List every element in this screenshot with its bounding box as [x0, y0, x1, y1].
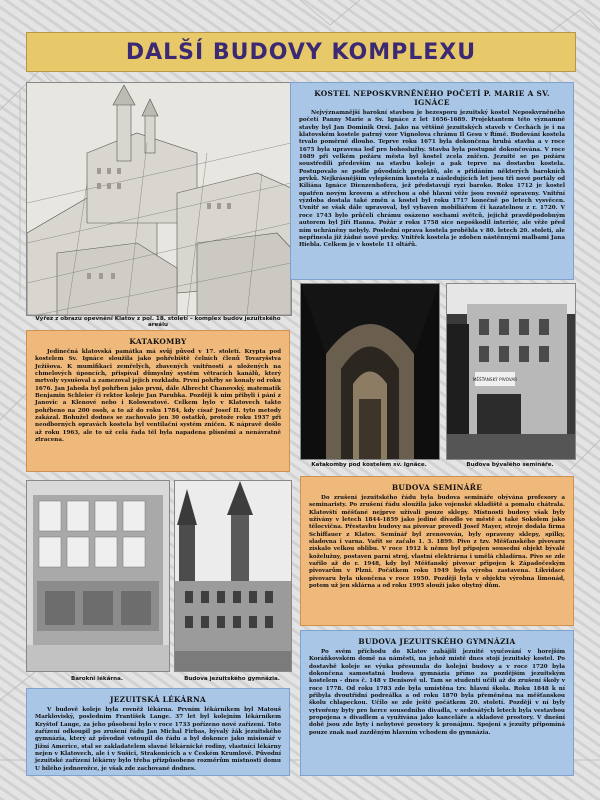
page-title: DALŠÍ BUDOVY KOMPLEXU: [125, 39, 477, 65]
seminary-photo-caption: Budova bývalého semináře.: [466, 462, 554, 468]
pharmacy-photo: [26, 480, 170, 672]
catacombs-photo-caption: Katakomby pod kostelem sv. Ignáce.: [311, 462, 427, 468]
seminary-text: Do zrušení jezuitského řádu byla budova semináře obývána profesory a seminaristy. Po zrušení řádu sloužila jako vojenské skladiště a pomalu chátrala. Klatovští měšťané nejprve užívali pouze sklepy. Místnosti budovy však byly užívány v letech 1844-1859 jako jediné divadlo ve městě a také Sokolem jako tělocvična. Přestavbu budovy na pivovar provedl Josef Mayer, stroje dodala firma Schiffauer z Klatov. Seminář byl zrenovován, byly opraveny sklepy, spilky, sladovna i varna. Vařit se začalo 1. 3. 1899. Pivo z tzv. Měšťanského pivovaru získalo velkou oblibu. V roce 1912 k němu byl připojen sousední objekt bývalé koželužny, postaven parní stroj, vlastní elektrárna i umělá chladírna. Pivo se zde vařilo až do r. 1948, kdy byl Měšťanský pivovar připojen k Západočeským pivovarům v Plzni. Počátkem roku 1949 byla výroba zastavena. Likvidace pivovaru byla ukončena v roce 1950. Později byla v objektu výrobna limonád, potom už jen sklárna a od roku 1995 slouží jako obytný dům.: [309, 495, 565, 590]
title-bar: [26, 32, 576, 72]
panorama-engraving: [26, 82, 292, 316]
seminary-heading: BUDOVA SEMINÁŘE: [391, 483, 483, 492]
panorama-caption: Výřez z obrazu opevnění Klatov z pol. 18. století – komplex budov jezuitského areálu: [35, 316, 281, 328]
church-heading: KOSTEL NEPOSKVRNĚNÉHO POČETÍ P. MARIE A SV. IGNÁCE: [314, 89, 550, 107]
seminary-photo: [446, 283, 576, 460]
catacombs-photo: [300, 283, 440, 460]
pharmacy-text: V budově koleje byla rovněž lékárna. Prvním lékárníkem byl Matouš Markloviský, posledním František Lange. 37 let byl kolejním lékárníkem Kryštof Lange, za jeho působení bylo v roce 1733 pořízeno nové zařízení. Toto zařízení odkoupil po zrušení řádu Jan Michal Firbas, bývalý žák jezuitského gymnázia, který až původně vstoupil do řádu a byl dokonce jako misionář v Jižní Americe, stal se zakladatelem slavné lékárnické rodiny, vlastnící lékárny nejen v Klatovech, ale i v Sušici, Strakonicích a v Českém Krumlově. Původní jezuitské zařízení lékárny bylo třeba přizpůsobeno rozměrům místnosti domu U bílého jednorožce, je však zde zachované dodnes.: [35, 707, 281, 772]
brewery-sign: MĚŠŤANSKÝ PIVOVAR: [472, 377, 518, 382]
catacombs-text: Jedinečná klatovská památka má svůj původ v 17. století. Krypta pod kostelem Sv. Ignáce sloužila jako pohřebiště čelních členů Tovaryšstva Ježíšova. K mumifikaci zemřelých, zbavených vnitřností a uložených na chmelových úponcích, přispíval důmyslný systém větracích kanálů, který mrtvoly vysušoval a zamezoval jejich rozkladu. První pohřby se konaly od roku 1676. Jan Jahoda byl pohřben jako první, dále Albrecht Chanovský, matematik Benjamin Schleier či rektor koleje Jan Parubka. Později k nim přibyli i páni z Janovic a Klenové nebo i Kolowratové. Celkem bylo v Klatovech takto pohřbeno na 200 osob, a to až do roku 1784, kdy císař Josef II. tyto metody zakázal. Bohužel dodnes se zachovalo jen 30 ostatků, protože roku 1937 při neodborných opravách kostela byl ventilační systém zničen. K nápravě došlo až roku 1963, ale to už celá řada těl byla napadena plísněmi a nenávratně ztracena.: [35, 349, 281, 444]
catacombs-drawing: [301, 284, 439, 459]
gymnasium-photo-caption: Budova jezuitského gymnázia.: [184, 676, 280, 682]
gymnasium-heading: BUDOVA JEZUITSKÉHO GYMNÁZIA: [358, 637, 516, 646]
church-text: Nejvýznamnější barokní stavbou je bezesporu jezuitský kostel Neposkvrněného početí Panny Marie a Sv. Ignáce z let 1656-1689. Projektantem této významné stavby byl Jan Dominik Orsi. Jako na většině jezuitských staveb v Čechách je i na klatovském kostele patrný vzor Vignolova chrámu Il Gesu v Římě. Budování kostela trvalo poměrně dlouho. Teprve roku 1671 byla dokončena hrubá stavba a v roce 1675 byla upravena loď pro bohoslužby. Stavba byla postupně dokončována. V roce 1689 při velkém požáru města byl kostel zcela zničen. Jezuité se po požáru soustředili především na stavbu koleje a pak teprve na dostavbu kostela. Postupovalo se podle původních projektů, ale s přidáním některých barokních prvků. Nejkrásnějším vylepšením kostela z následujících let jsou tři nové portály od Kiliána Ignáce Dienzenhofera, jež představují ryzí baroko. Roku 1712 je kostel opatřen novým krovem a střechou a obě hlavní věže jsou rovněž opraveny. Vnitřní výzdoba dostala také změn a kostel byl roku 1717 konečně po letech vysvěcen. Uvnitř se však dále upravoval, byl vybaven mobiliářem či kazatelnou z r. 1720. V roce 1743 bylo průčelí chrámu osázeno sochami světců, jejichž pravděpodobným autorem byl Jiří Hanna. Požár z roku 1758 sice nepoškodil interiér, ale věže před ním uchráněny nebyly. Poslední oprava kostela proběhla v 80. letech 20. století, ale nepřinesla již žádné nové prvky. Vnitřek kostela je zdoben nástěnnými malbami Jana Hiebla. Celkem je v kostele 11 oltářů.: [299, 110, 565, 249]
church-panel: [290, 82, 574, 280]
gymnasium-drawing: [175, 481, 291, 671]
gymnasium-text: Po svém příchodu do Klatov zahájili jezuité vyučování v horejším Koráňkovském domě na náměstí, na jehož místě dnes stojí jezuitský kostel. Po dostavbě koleje se výuka přesunula do kolejní budovy a v roce 1720 byla dokončena samostatná budova gymnázia přímo za pozdějším jezuitským kostelem - dnes č. 148 v Denisově ul. Tam se studenti učili až do zrušení školy v roce 1778. Od roku 1783 zde byla umístěna tzv. hlavní škola. Roku 1848 k ní přibyla dvoutřídní podreálka a od roku 1870 byla přeměněna na měšťanskou školu chlapeckou. Učilo se zde ještě počátkem 20. století. Později v ní byly vytvořeny byty pro herce sousedního divadla, v sedesátých letech byla vestavbou propojena s divadlem a využívána jako kanceláře a skladové prostory. V dnešní době jsou zde byty i nebytové prostory k pronájmu. Spojení s jezuity připomíná pouze znak nad zazděným hlavním vchodem do gymnázia.: [309, 649, 565, 736]
panorama-drawing: [27, 83, 291, 315]
pharmacy-heading: JEZUITSKÁ LÉKÁRNA: [109, 695, 207, 704]
catacombs-panel: [26, 330, 290, 472]
catacombs-heading: KATAKOMBY: [129, 337, 187, 346]
pharmacy-photo-caption: Barokní lékárna.: [70, 676, 124, 682]
gymnasium-panel: [300, 630, 574, 776]
seminary-drawing: [447, 284, 575, 459]
seminary-panel: [300, 476, 574, 626]
gymnasium-photo: [174, 480, 292, 672]
pharmacy-panel: [26, 688, 290, 776]
pharmacy-drawing: [27, 481, 169, 671]
